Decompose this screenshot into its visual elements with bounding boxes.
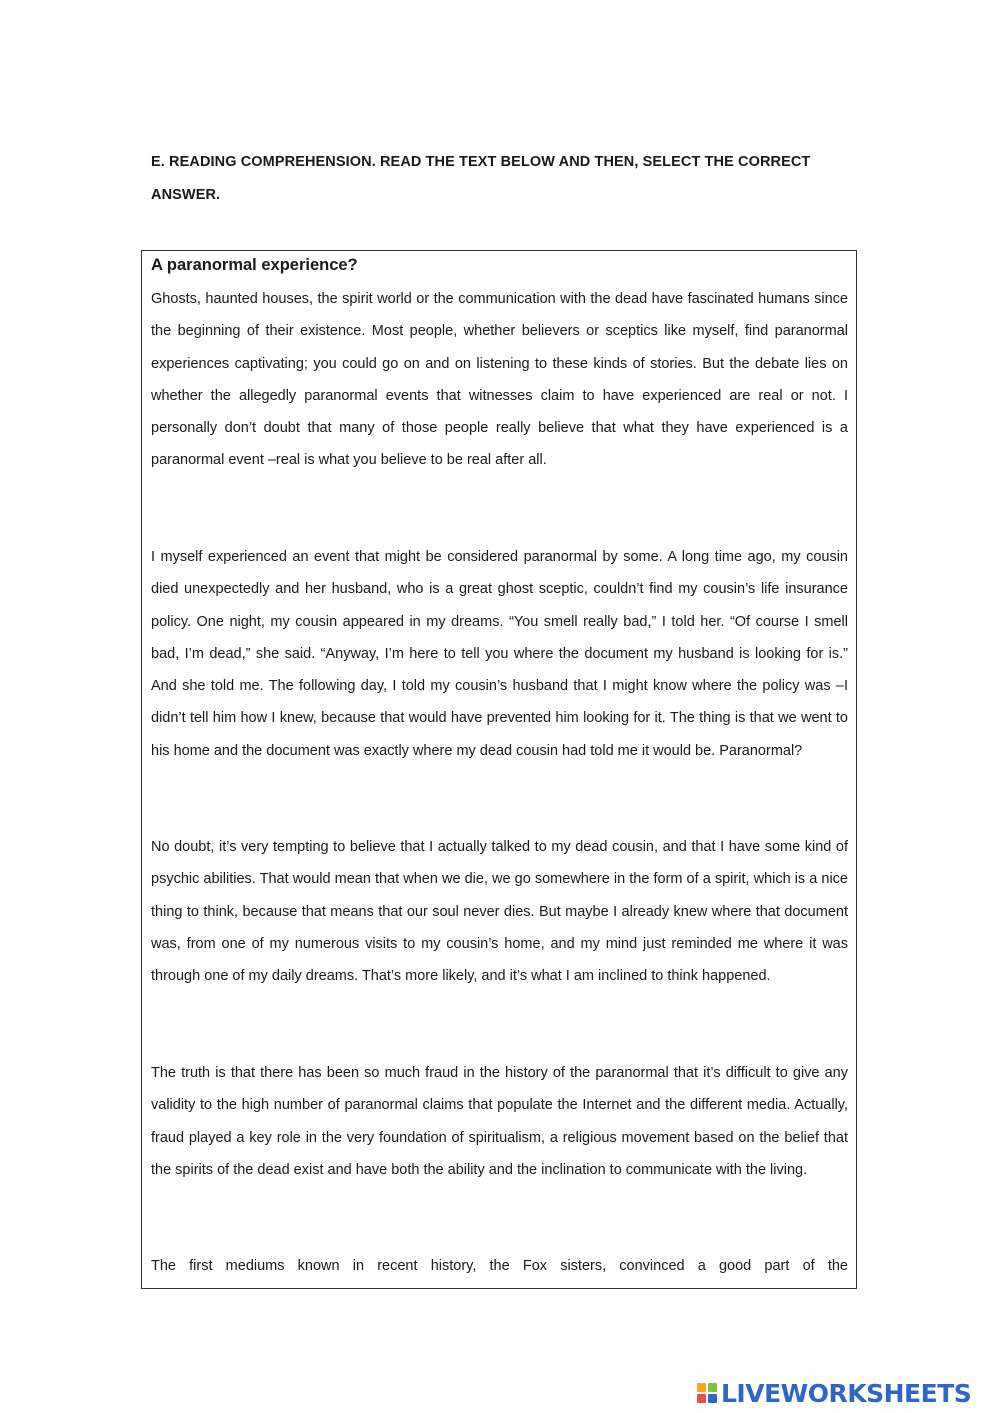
- paragraph: Ghosts, haunted houses, the spirit world or the communication with the dead have fascinated humans since the beginning of their existence. Most people, whether believers or sceptics like myself, find paranormal experiences captivating; you could go on and on listening to these kinds of stories. But the debate lies on whether the allegedly paranormal events that witnesses claim to have experienced are real or not. I personally don’t doubt that many of those people really believe that what they have experienced is a paranormal event –real is what you believe to be real after all.: [151, 291, 848, 469]
- paragraph: I myself experienced an event that might be considered paranormal by some. A long time ago, my cousin died unexpectedly and her husband, who is a great ghost sceptic, couldn’t find my cousin’s life insurance policy. One night, my cousin appeared in my dreams. “You smell really bad,” I told her. “Of course I smell bad, I’m dead,” she said. “Anyway, I’m here to tell you where the document my husband is looking for is.” And she told me. The following day, I told my cousin’s husband that I might know where the policy was –I didn’t tell him how I knew, because that would have prevented him looking for it. The thing is that we went to his home and the document was exactly where my dead cousin had told me it would be. Paranormal?: [151, 549, 848, 759]
- liveworksheets-logo: [697, 1378, 971, 1408]
- liveworksheets-logo-icon: [697, 1383, 717, 1403]
- paragraph: No doubt, it’s very tempting to believe that I actually talked to my dead cousin, and that I have some kind of psychic abilities. That would mean that when we die, we go somewhere in the form of a spirit, which is a nice thing to think, because that means that our soul never dies. But maybe I already knew where that document was, from one of my numerous visits to my cousin’s home, and my mind just reminded me where it was through one of my daily dreams. That’s more likely, and it’s what I am inclined to think happened.: [151, 839, 848, 985]
- logo-square: [708, 1394, 717, 1403]
- logo-square: [708, 1383, 717, 1392]
- logo-text: LIVEWORKSHEETS: [721, 1378, 972, 1408]
- reading-title: A paranormal experience?: [151, 256, 358, 274]
- paragraph: The first mediums known in recent history, the Fox sisters, convinced a good part of the: [151, 1258, 848, 1274]
- logo-square: [697, 1394, 706, 1403]
- paragraph: The truth is that there has been so much fraud in the history of the paranormal that it’s difficult to give any validity to the high number of paranormal claims that populate the Internet and the different media. Actually, fraud played a key role in the very foundation of spiritualism, a religious movement based on the belief that the spirits of the dead exist and have both the ability and the inclination to communicate with the living.: [151, 1065, 848, 1178]
- reading-text-box: [141, 250, 857, 1289]
- section-instructions: E. READING COMPREHENSION. READ THE TEXT BELOW AND THEN, SELECT THE CORRECT ANSWER.: [151, 154, 811, 203]
- logo-square: [697, 1383, 706, 1392]
